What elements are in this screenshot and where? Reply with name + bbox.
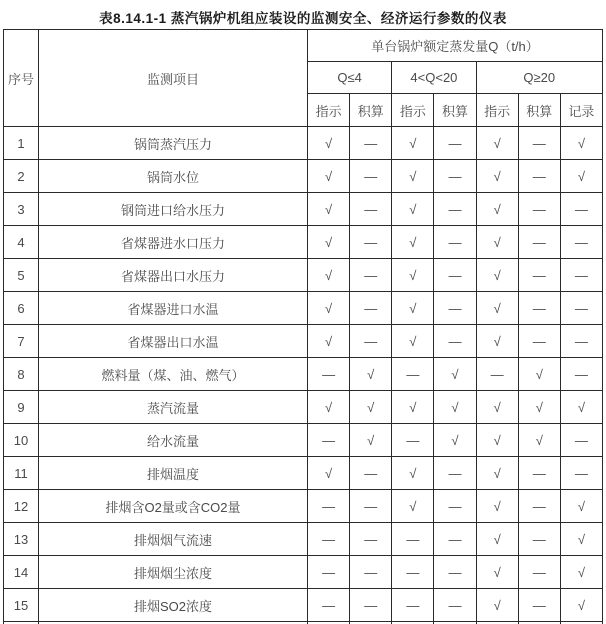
row-item-label: 省煤器进水口压力 [39, 226, 308, 259]
header-range-q-le-4: Q≤4 [308, 62, 392, 94]
row-value-cell: — [518, 457, 560, 490]
row-item-label: 排烟SO2浓度 [39, 589, 308, 622]
header-item: 监测项目 [39, 30, 308, 127]
row-serial: 3 [4, 193, 39, 226]
row-value-cell: √ [476, 424, 518, 457]
row-value-cell: — [518, 160, 560, 193]
row-value-cell: — [560, 226, 602, 259]
row-value-cell: — [560, 325, 602, 358]
row-serial: 5 [4, 259, 39, 292]
row-item-label: 排烟含O2量或含CO2量 [39, 490, 308, 523]
row-value-cell: — [350, 490, 392, 523]
row-value-cell: — [392, 589, 434, 622]
row-value-cell: √ [476, 292, 518, 325]
table-row [4, 127, 603, 160]
row-value-cell: — [392, 556, 434, 589]
row-value-cell: — [560, 457, 602, 490]
row-value-cell: √ [308, 259, 350, 292]
table-title: 表8.14.1-1 蒸汽锅炉机组应装设的监测安全、经济运行参数的仪表 [99, 11, 507, 26]
row-value-cell: √ [476, 391, 518, 424]
row-value-cell: √ [434, 391, 476, 424]
row-value-cell: — [434, 490, 476, 523]
row-value-cell: — [308, 556, 350, 589]
row-value-cell: √ [476, 259, 518, 292]
row-value-cell: √ [350, 424, 392, 457]
row-value-cell: — [560, 292, 602, 325]
header-leaf-indicate: 指示 [476, 94, 518, 127]
row-value-cell: √ [434, 424, 476, 457]
row-value-cell: √ [308, 391, 350, 424]
row-value-cell: — [434, 523, 476, 556]
table-row [4, 193, 603, 226]
row-value-cell: — [518, 259, 560, 292]
row-value-cell: √ [350, 391, 392, 424]
row-item-label: 锅筒蒸汽压力 [39, 127, 308, 160]
row-value-cell: √ [308, 127, 350, 160]
header-leaf-accumulate: 积算 [350, 94, 392, 127]
row-value-cell: √ [560, 127, 602, 160]
header-range-4-q-20: 4<Q<20 [392, 62, 476, 94]
table-row [4, 226, 603, 259]
row-value-cell: — [560, 259, 602, 292]
row-value-cell: √ [308, 457, 350, 490]
row-item-label: 蒸汽流量 [39, 391, 308, 424]
row-value-cell: — [392, 358, 434, 391]
row-serial: 2 [4, 160, 39, 193]
row-value-cell: √ [308, 193, 350, 226]
row-value-cell: √ [476, 589, 518, 622]
row-serial: 6 [4, 292, 39, 325]
row-value-cell: √ [518, 358, 560, 391]
row-value-cell: — [518, 556, 560, 589]
row-value-cell: √ [518, 424, 560, 457]
row-value-cell: — [392, 424, 434, 457]
row-value-cell: √ [392, 490, 434, 523]
header-leaf-record: 记录 [560, 94, 602, 127]
row-value-cell: — [560, 424, 602, 457]
row-value-cell: — [350, 556, 392, 589]
row-value-cell: √ [308, 325, 350, 358]
row-value-cell: — [308, 490, 350, 523]
row-value-cell: √ [560, 490, 602, 523]
table-body [4, 127, 603, 622]
row-value-cell: √ [476, 457, 518, 490]
header-leaf-accumulate: 积算 [518, 94, 560, 127]
table-row [4, 358, 603, 391]
table-row [4, 490, 603, 523]
row-value-cell: — [518, 589, 560, 622]
row-value-cell: — [350, 160, 392, 193]
row-item-label: 排烟烟尘浓度 [39, 556, 308, 589]
row-value-cell: √ [476, 193, 518, 226]
header-capacity-group: 单台锅炉额定蒸发量Q（t/h） [308, 30, 603, 62]
table-row [4, 424, 603, 457]
row-value-cell: √ [560, 160, 602, 193]
row-value-cell: √ [476, 523, 518, 556]
row-value-cell: √ [392, 457, 434, 490]
row-value-cell: — [308, 523, 350, 556]
row-value-cell: — [518, 193, 560, 226]
header-leaf-indicate: 指示 [392, 94, 434, 127]
header-leaf-indicate: 指示 [308, 94, 350, 127]
header-range-q-ge-20: Q≥20 [476, 62, 602, 94]
row-value-cell: — [518, 226, 560, 259]
row-value-cell: √ [476, 556, 518, 589]
row-value-cell: — [350, 523, 392, 556]
row-value-cell: √ [476, 490, 518, 523]
row-item-label: 钢筒进口给水压力 [39, 193, 308, 226]
table-row [4, 259, 603, 292]
row-value-cell: — [350, 259, 392, 292]
row-value-cell: √ [350, 358, 392, 391]
table-row [4, 523, 603, 556]
row-value-cell: — [476, 358, 518, 391]
row-serial: 8 [4, 358, 39, 391]
row-value-cell: — [434, 457, 476, 490]
row-value-cell: √ [392, 160, 434, 193]
row-value-cell: — [518, 490, 560, 523]
row-value-cell: — [350, 292, 392, 325]
row-value-cell: √ [476, 127, 518, 160]
row-value-cell: — [350, 127, 392, 160]
row-value-cell: — [518, 292, 560, 325]
row-value-cell: √ [308, 292, 350, 325]
row-serial: 14 [4, 556, 39, 589]
row-value-cell: √ [560, 589, 602, 622]
table-row [4, 325, 603, 358]
row-value-cell: — [434, 556, 476, 589]
row-value-cell: — [434, 160, 476, 193]
row-serial: 15 [4, 589, 39, 622]
row-item-label: 给水流量 [39, 424, 308, 457]
row-serial: 12 [4, 490, 39, 523]
row-value-cell: √ [560, 523, 602, 556]
row-value-cell: — [350, 589, 392, 622]
row-value-cell: — [518, 127, 560, 160]
row-value-cell: √ [308, 160, 350, 193]
row-value-cell: — [434, 325, 476, 358]
row-value-cell: √ [308, 226, 350, 259]
row-value-cell: — [350, 457, 392, 490]
table-row [4, 391, 603, 424]
row-value-cell: √ [476, 325, 518, 358]
row-value-cell: √ [392, 292, 434, 325]
row-serial: 9 [4, 391, 39, 424]
row-value-cell: — [392, 523, 434, 556]
row-value-cell: — [434, 127, 476, 160]
row-serial: 1 [4, 127, 39, 160]
row-value-cell: √ [392, 325, 434, 358]
row-value-cell: — [434, 292, 476, 325]
parameters-table [3, 29, 603, 624]
row-value-cell: √ [392, 193, 434, 226]
row-value-cell: — [518, 523, 560, 556]
row-value-cell: — [434, 193, 476, 226]
table-row [4, 292, 603, 325]
row-value-cell: — [350, 325, 392, 358]
row-value-cell: √ [560, 556, 602, 589]
row-item-label: 排烟烟气流速 [39, 523, 308, 556]
row-value-cell: √ [434, 358, 476, 391]
row-value-cell: — [434, 589, 476, 622]
table-row [4, 589, 603, 622]
row-item-label: 省煤器进口水温 [39, 292, 308, 325]
table-header [4, 30, 603, 127]
row-item-label: 省煤器出口水温 [39, 325, 308, 358]
row-serial: 10 [4, 424, 39, 457]
row-value-cell: √ [560, 391, 602, 424]
row-item-label: 锅筒水位 [39, 160, 308, 193]
header-leaf-accumulate: 积算 [434, 94, 476, 127]
row-serial: 13 [4, 523, 39, 556]
row-item-label: 省煤器出口水压力 [39, 259, 308, 292]
row-value-cell: — [560, 358, 602, 391]
row-value-cell: — [560, 193, 602, 226]
row-value-cell: — [308, 358, 350, 391]
header-serial: 序号 [4, 30, 39, 127]
row-value-cell: √ [476, 226, 518, 259]
row-value-cell: — [350, 226, 392, 259]
row-item-label: 排烟温度 [39, 457, 308, 490]
row-value-cell: √ [392, 226, 434, 259]
table-row [4, 457, 603, 490]
row-value-cell: — [518, 325, 560, 358]
row-value-cell: √ [392, 127, 434, 160]
row-item-label: 燃料量（煤、油、燃气） [39, 358, 308, 391]
row-value-cell: — [308, 589, 350, 622]
row-value-cell: — [350, 193, 392, 226]
row-value-cell: — [308, 424, 350, 457]
table-row [4, 556, 603, 589]
row-serial: 7 [4, 325, 39, 358]
table-row [4, 160, 603, 193]
row-value-cell: √ [392, 391, 434, 424]
row-value-cell: √ [476, 160, 518, 193]
row-serial: 4 [4, 226, 39, 259]
row-value-cell: — [434, 226, 476, 259]
row-value-cell: √ [392, 259, 434, 292]
row-value-cell: √ [518, 391, 560, 424]
row-value-cell: — [434, 259, 476, 292]
row-serial: 11 [4, 457, 39, 490]
